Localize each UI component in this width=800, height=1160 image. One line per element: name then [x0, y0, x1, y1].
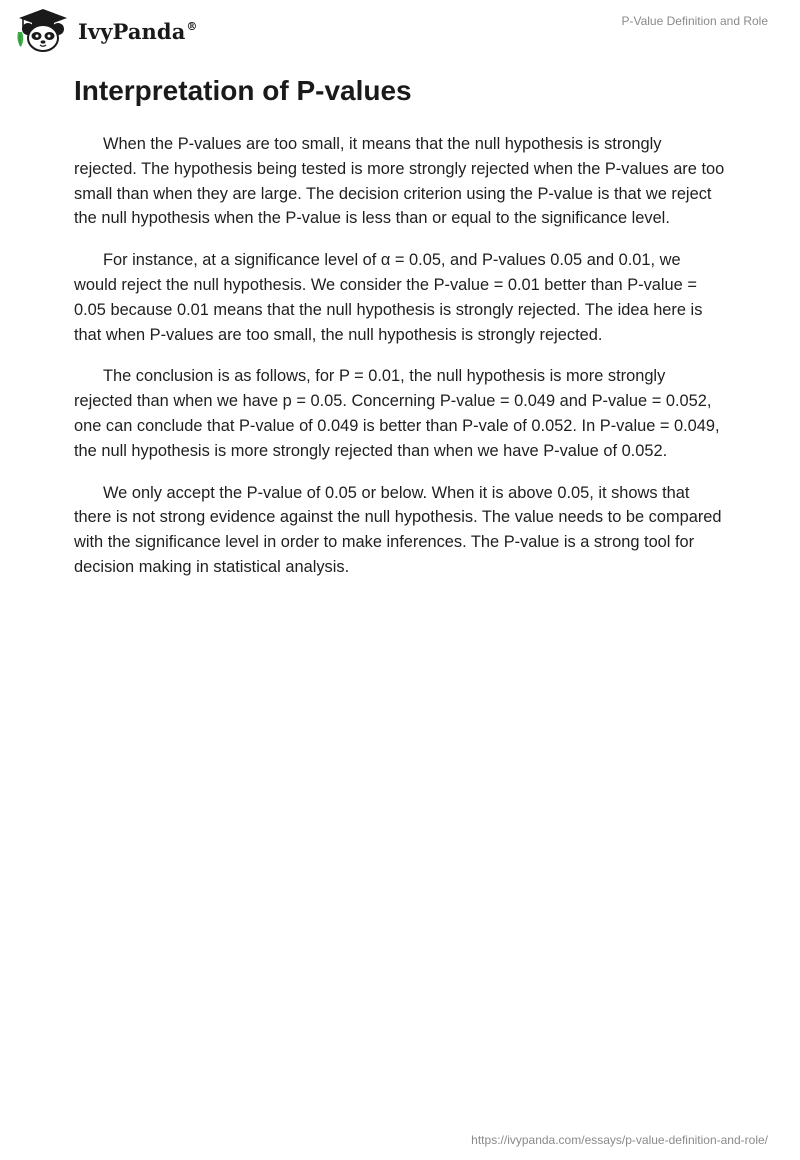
- paragraph-3: The conclusion is as follows, for P = 0.01, the null hypothesis is more strongly rejected than when we have p = 0.05. Concerning P-value = 0.049 and P-value = 0.052, one can conclude that P-value of 0.049 is better than P-vale of 0.052. In P-value = 0.049, the null hypothesis is more strongly rejected than when we have P-value of 0.052.: [74, 367, 720, 460]
- panda-graduate-icon: [14, 8, 72, 54]
- brand-text: IvyPanda: [78, 18, 186, 44]
- source-url[interactable]: https://ivypanda.com/essays/p-value-definition-and-role/: [471, 1133, 768, 1147]
- paragraph-1: When the P-values are too small, it means that the null hypothesis is strongly rejected. The hypothesis being tested is more strongly rejected when the P-values are too small than when they are large. The decision criterion using the P-value is that we reject the null hypothesis when the P-value is less than or equal to the significance level.: [74, 135, 725, 228]
- article-body: [74, 72, 726, 597]
- section-heading: Interpretation of P-values: [74, 75, 412, 106]
- ivypanda-logo[interactable]: [14, 8, 198, 54]
- page-header: [0, 0, 800, 64]
- paragraph-2: For instance, at a significance level of α = 0.05, and P-values 0.05 and 0.01, we would reject the null hypothesis. We consider the P-value = 0.01 better than P-value = 0.05 because 0.01 means that the null hypothesis is strongly rejected. The idea here is that when P-values are too small, the null hypothesis is strongly rejected.: [74, 251, 703, 344]
- registered-mark: ®: [186, 19, 198, 33]
- brand-name: [78, 19, 198, 44]
- paragraph-4: We only accept the P-value of 0.05 or below. When it is above 0.05, it shows that there is not strong evidence against the null hypothesis. The value needs to be compared with the significance level in order to make inferences. The P-value is a strong tool for decision making in statistical analysis.: [74, 483, 722, 576]
- document-title: P-Value Definition and Role: [621, 14, 768, 28]
